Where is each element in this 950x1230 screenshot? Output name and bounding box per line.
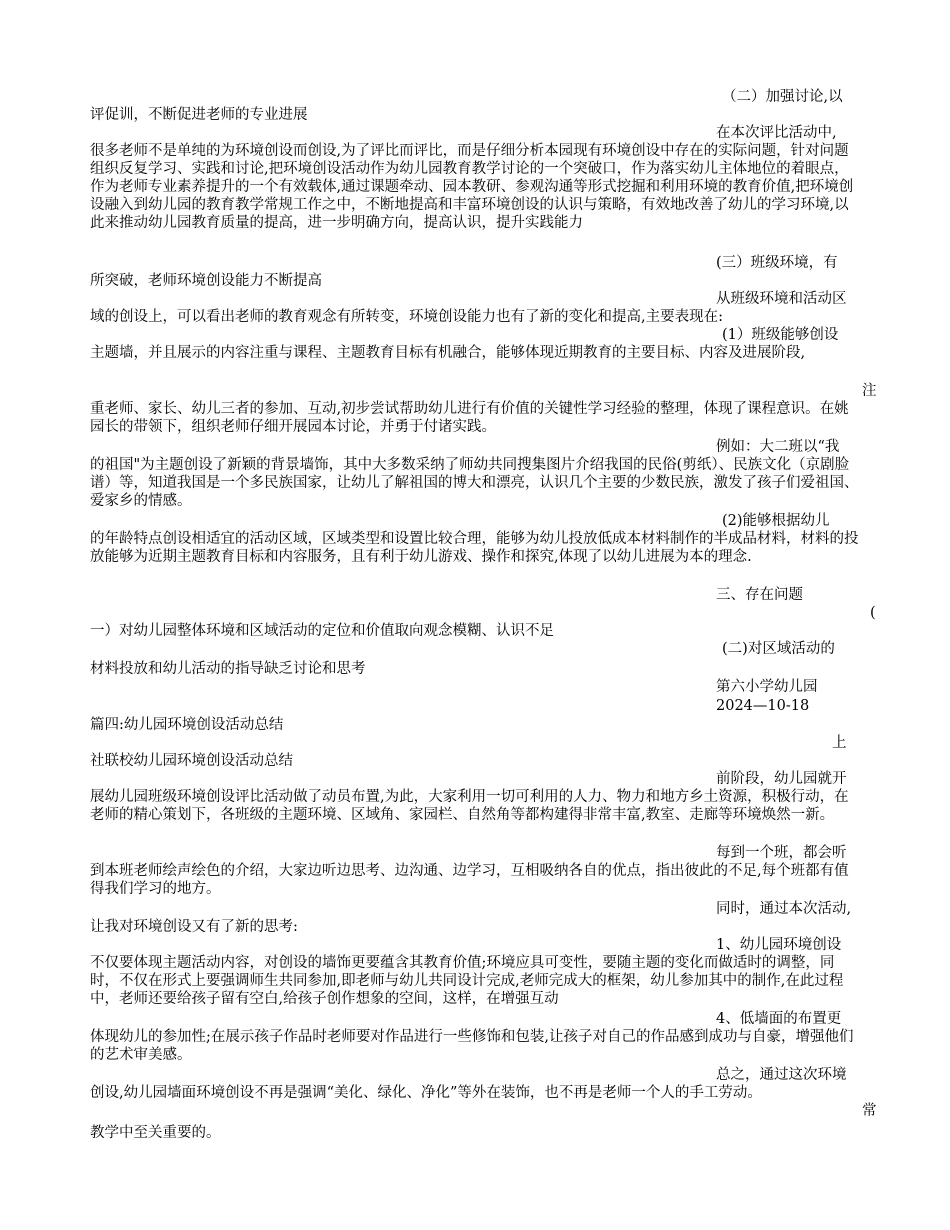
text-line: 创设,幼儿园墙面环境创设不再是强调“美化、绿化、净化”等外在装饰，也不再是老师一个人的手工劳动。	[90, 1085, 762, 1101]
text-line: 从班级环境和活动区	[716, 291, 847, 307]
text-line: 上	[832, 735, 847, 751]
text-line: (二)对区域活动的	[722, 641, 835, 657]
text-line: （二）加强讨论,以	[722, 89, 843, 105]
signature-date: 2024—10-18	[716, 698, 810, 714]
text-line: 在本次评比活动中,	[716, 125, 837, 141]
text-line: 4、低墙面的布置更	[716, 1011, 842, 1027]
paragraph: 到本班老师绘声绘色的介绍，大家边听边思考、边沟通、边学习，互相吸纳各自的优点，指出彼此的不足,每个班都有值得我们学习的地方。	[90, 863, 849, 897]
text-line: (三）班级环境，有	[716, 255, 838, 271]
text-line: 注	[862, 383, 877, 399]
text-line: 让我对环境创设又有了新的思考:	[90, 919, 298, 935]
text-line: 一）对幼儿园整体环境和区域活动的定位和价值取向观念模糊、认识不足	[90, 623, 554, 639]
text-line: 常	[862, 1103, 877, 1119]
text-line: 例如：大二班以“我	[716, 439, 840, 455]
paragraph: 体现幼儿的参加性;在展示孩子作品时老师要对作品进行一些修饰和包装,让孩子对自己的作品感到成功与自豪，增强他们的艺术审美感。	[90, 1029, 854, 1063]
text-line: 域的创设上，可以看出老师的教育观念有所转变，环境创设能力也有了新的变化和提高,主要表现在:	[90, 309, 723, 325]
text-line: 材料投放和幼儿活动的指导缺乏讨论和思考	[90, 661, 366, 677]
text-line: 前阶段，幼儿园就开	[716, 771, 847, 787]
text-line: 总之，通过这次环境	[716, 1067, 847, 1083]
text-line: 所突破，老师环境创设能力不断提高	[90, 273, 322, 289]
paragraph: 的祖国"为主题创设了新颖的背景墙饰，其中大多数采纳了师幼共同搜集图片介绍我国的民俗(剪纸）、民族文化（京剧脸谱）等，知道我国是一个多民族国家，让幼儿了解祖国的博大和漂亮，认识几个主要的少数民族，激发了孩子们爱祖国、爱家乡的情感。	[90, 457, 859, 509]
document-title: 社联校幼儿园环境创设活动总结	[90, 753, 293, 769]
text-line: (1）班级能够创设	[722, 327, 839, 343]
chapter-title: 篇四:幼儿园环境创设活动总结	[90, 717, 284, 733]
text-line: (2)能够根据幼儿	[722, 513, 830, 529]
text-line: 评促训，不断促进老师的专业进展	[90, 107, 308, 123]
paragraph: 的年龄特点创设相适宜的活动区域，区域类型和设置比较合理，能够为幼儿投放低成本材料制作的半成品材料，材料的投放能够为近期主题教育目标和内容服务，且有利于幼儿游戏、操作和探究,体现了以幼儿进展为本的理念.	[90, 531, 859, 565]
text-line: 1、幼儿园环境创设	[716, 937, 842, 953]
section-heading: 三、存在问题	[716, 587, 803, 603]
text-line: 同时，通过本次活动,	[716, 901, 852, 917]
paragraph: 很多老师不是单纯的为环境创设而创设,为了评比而评比，而是仔细分析本园现有环境创设中存在的实际问题，针对问题组织反复学习、实践和讨论,把环境创设活动作为幼儿园教育教学讨论的一个突破口，作为落实幼儿主体地位的着眼点，作为老师专业素养提升的一个有效载体,通过课题牵动、园本教研、参观沟通等形式挖掘和利用环境的教育价值,把环境创设融入到幼儿园的教育教学常规工作之中，不断地提高和丰富环境创设的认识与策略，有效地改善了幼儿的学习环境,以此来推动幼儿园教育质量的提高，进一步明确方向，提高认识，提升实践能力	[90, 143, 854, 231]
paragraph: 展幼儿园班级环境创设评比活动做了动员布置,为此，大家利用一切可利用的人力、物力和地方乡土资源，积极行动，在老师的精心策划下，各班级的主题环境、区域角、家园栏、自然角等都构建得非常丰富,教室、走廊等环境焕然一新。	[90, 789, 849, 823]
text-line: 教学中至关重要的。	[90, 1125, 221, 1141]
signature-org: 第六小学幼儿园	[716, 679, 818, 695]
paragraph: 不仅要体现主题活动内容，对创设的墙饰更要蕴含其教育价值;环境应具可变性，要随主题的变化而做适时的调整，同时，不仅在形式上要强调师生共同参加,即老师与幼儿共同设计完成,老师完成大的框架，幼儿参加其中的制作,在此过程中，老师还要给孩子留有空白,给孩子创作想象的空间，这样，在增强互动	[90, 955, 844, 1007]
text-line: (	[870, 605, 876, 621]
paragraph: 主题墙，并且展示的内容注重与课程、主题教育目标有机融合，能够体现近期教育的主要目标、内容及进展阶段,	[90, 345, 806, 361]
paragraph: 重老师、家长、幼儿三者的参加、互动,初步尝试帮助幼儿进行有价值的关键性学习经验的整理，体现了课程意识。在姚园长的带领下，组织老师仔细开展园本讨论，并勇于付诸实践。	[90, 401, 849, 435]
text-line: 每到一个班，都会听	[716, 845, 847, 861]
